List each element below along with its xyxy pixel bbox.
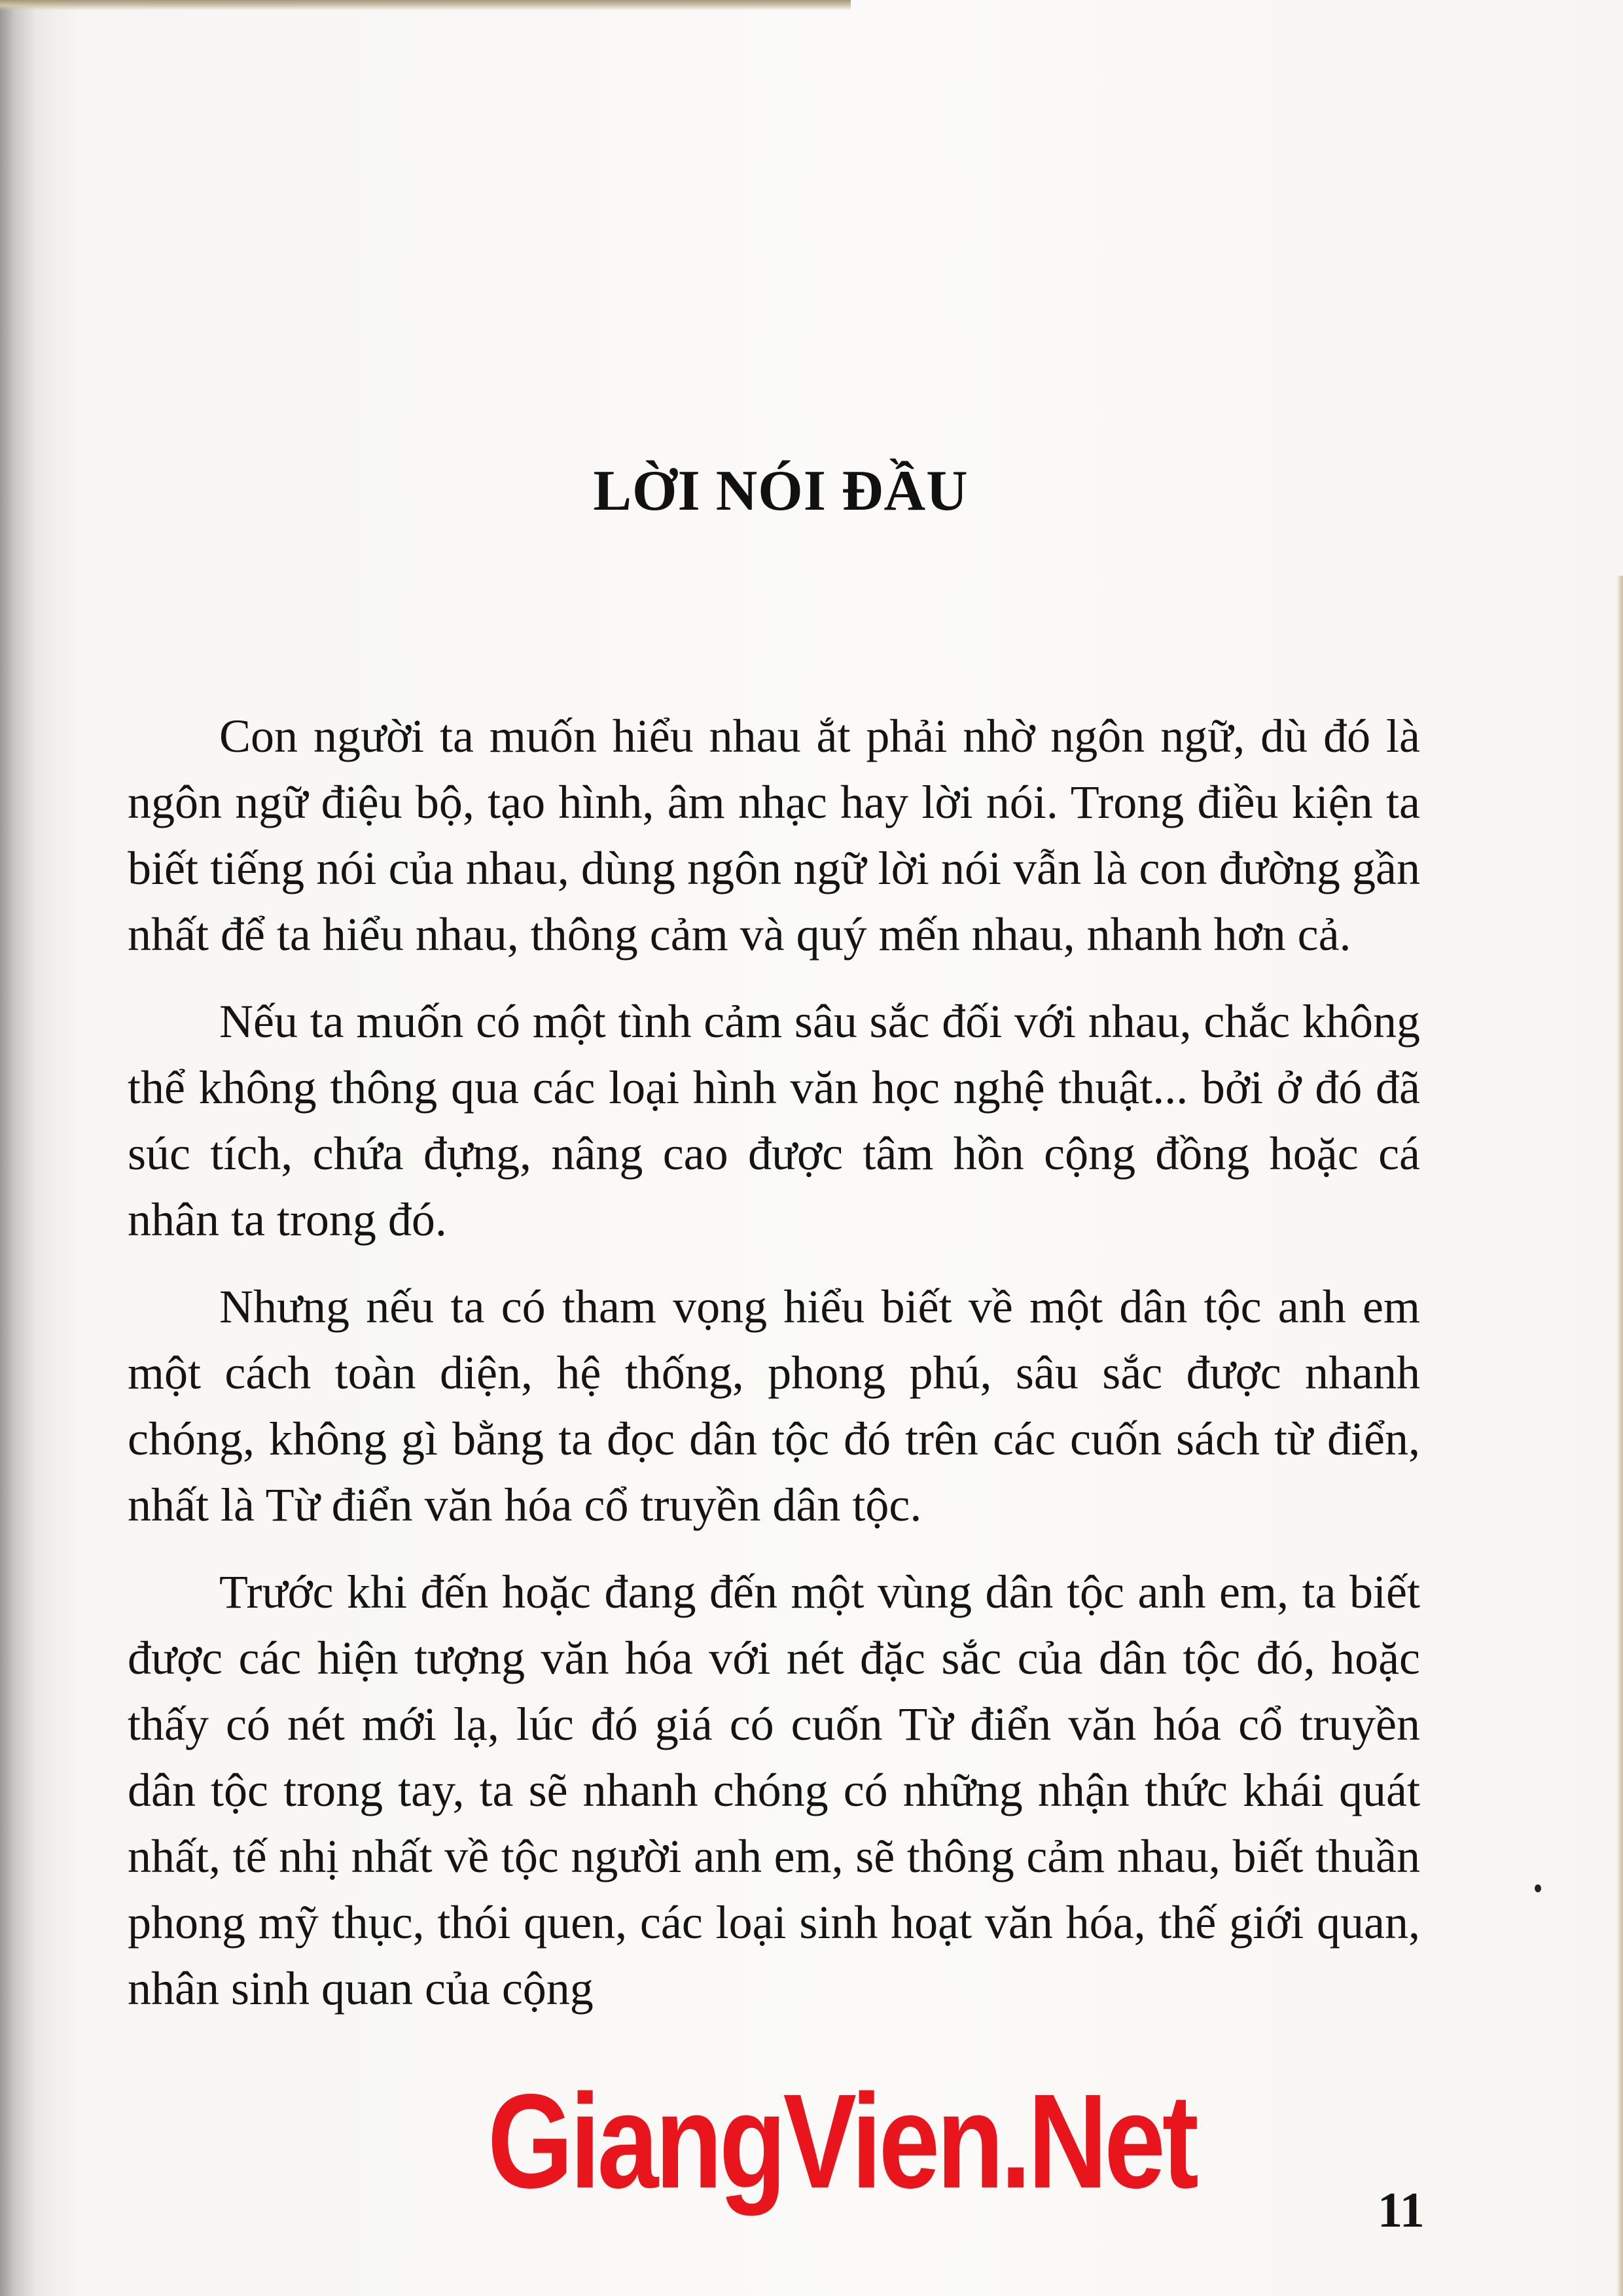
paragraph-2: Nếu ta muốn có một tình cảm sâu sắc đối với nhau, chắc không thể không thông qua các loại hình văn học nghệ thuật... bởi ở đó đã súc tích, chứa đựng, nâng cao được tâm hồn cộng đồng hoặc cá nhân ta trong đó. (128, 995, 1420, 1246)
page-number: 11 (1378, 2183, 1425, 2238)
paragraph-3: Nhưng nếu ta có tham vọng hiểu biết về một dân tộc anh em một cách toàn diện, hệ thống, phong phú, sâu sắc được nhanh chóng, không gì bằng ta đọc dân tộc đó trên các cuốn sách từ điển, nhất là Từ điển văn hóa cổ truyền dân tộc. (128, 1280, 1420, 1531)
ink-speck (1535, 1884, 1541, 1892)
page-title: LỜI NÓI ĐẦU (593, 459, 969, 523)
page-top-edge-shadow (0, 0, 851, 10)
paragraph-1: Con người ta muốn hiểu nhau ắt phải nhờ ngôn ngữ, dù đó là ngôn ngữ điệu bộ, tạo hình, âm nhạc hay lời nói. Trong điều kiện ta biết tiếng nói của nhau, dùng ngôn ngữ lời nói vẫn là con đường gần nhất để ta hiểu nhau, thông cảm và quý mến nhau, nhanh hơn cả. (128, 710, 1420, 961)
paragraph-4: Trước khi đến hoặc đang đến một vùng dân tộc anh em, ta biết được các hiện tượng văn hóa với nét đặc sắc của dân tộc đó, hoặc thấy có nét mới lạ, lúc đó giá có cuốn Từ điển văn hóa cổ truyền dân tộc trong tay, ta sẽ nhanh chóng có những nhận thức khái quát nhất, tế nhị nhất về tộc người anh em, sẽ thông cảm nhau, biết thuần phong mỹ thục, thói quen, các loại sinh hoạt văn hóa, thế giới quan, nhân sinh quan của cộng (128, 1566, 1420, 2015)
body-text (128, 703, 1420, 2043)
watermark-logo[interactable]: GiangVien.Net (488, 2066, 1196, 2216)
page-right-edge-shadow (1616, 576, 1623, 2296)
